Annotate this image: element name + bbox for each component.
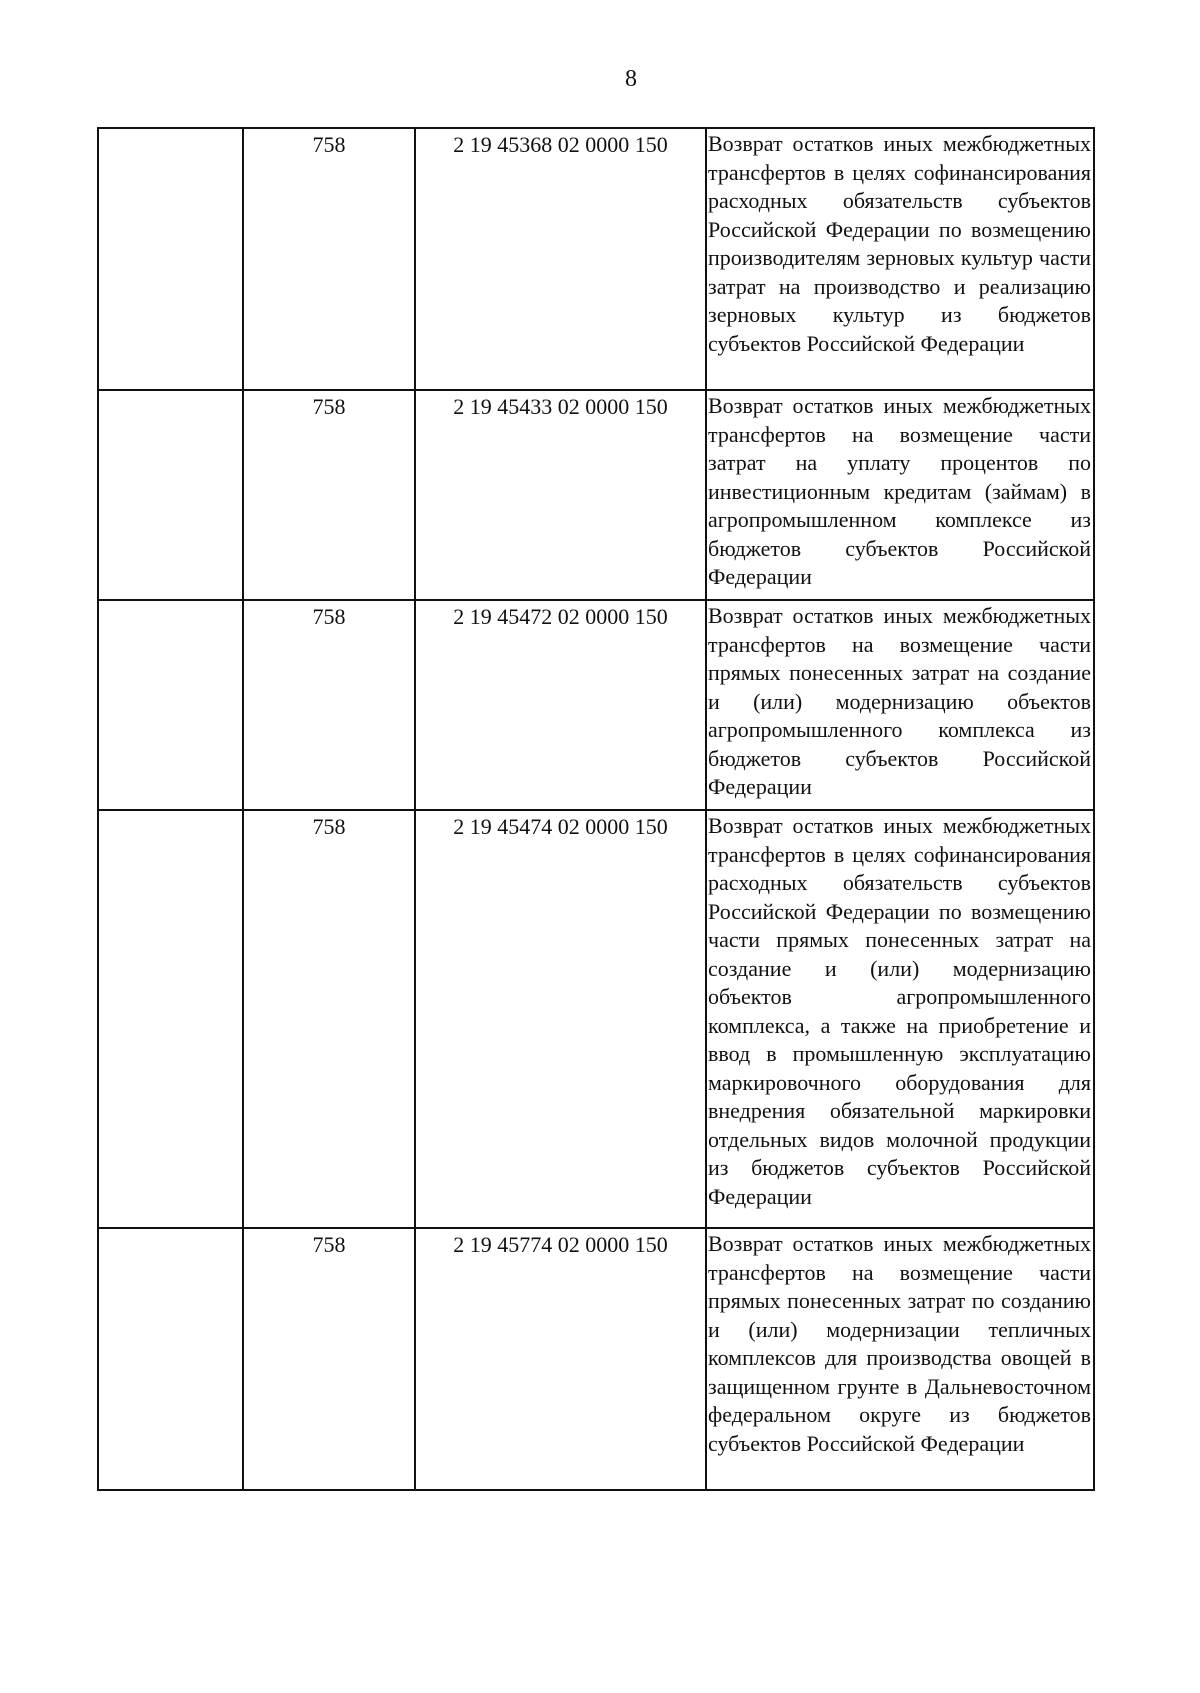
- table-row: [98, 390, 1094, 600]
- description-cell: Возврат остатков иных межбюджетных трансфертов на возмещение части затрат на уплату процентов по инвестиционным кредитам (займам) в агропромышленном комплексе из бюджетов субъектов Российской Федерации: [706, 390, 1094, 600]
- description-cell: Возврат остатков иных межбюджетных трансфертов на возмещение части прямых понесенных затрат по созданию и (или) модернизации тепличных комплексов для производства овощей в защищенном грунте в Дальневосточном федеральном округе из бюджетов субъектов Российской Федерации: [706, 1228, 1094, 1490]
- budget-code-cell: 2 19 45368 02 0000 150: [415, 128, 706, 390]
- page-number: 8: [625, 66, 637, 92]
- budget-code-cell: 2 19 45433 02 0000 150: [415, 390, 706, 600]
- budget-codes-table: [97, 127, 1095, 1491]
- admin-code-cell: 758: [243, 810, 415, 1228]
- admin-code-cell: 758: [243, 128, 415, 390]
- table-row: [98, 810, 1094, 1228]
- empty-cell: [98, 1228, 243, 1490]
- budget-code-cell: 2 19 45774 02 0000 150: [415, 1228, 706, 1490]
- table-row: [98, 600, 1094, 810]
- empty-cell: [98, 128, 243, 390]
- table-row: [98, 1228, 1094, 1490]
- admin-code-cell: 758: [243, 390, 415, 600]
- admin-code-cell: 758: [243, 600, 415, 810]
- description-cell: Возврат остатков иных межбюджетных трансфертов в целях софинансирования расходных обязательств субъектов Российской Федерации по возмещению производителям зерновых культур части затрат на производство и реализацию зерновых культур из бюджетов субъектов Российской Федерации: [706, 128, 1094, 390]
- description-cell: Возврат остатков иных межбюджетных трансфертов в целях софинансирования расходных обязательств субъектов Российской Федерации по возмещению части прямых понесенных затрат на создание и (или) модернизацию объектов агропромышленного комплекса, а также на приобретение и ввод в промышленную эксплуатацию маркировочного оборудования для внедрения обязательной маркировки отдельных видов молочной продукции из бюджетов субъектов Российской Федерации: [706, 810, 1094, 1228]
- table-row: [98, 128, 1094, 390]
- description-cell: Возврат остатков иных межбюджетных трансфертов на возмещение части прямых понесенных затрат на создание и (или) модернизацию объектов агропромышленного комплекса из бюджетов субъектов Российской Федерации: [706, 600, 1094, 810]
- empty-cell: [98, 600, 243, 810]
- budget-code-cell: 2 19 45474 02 0000 150: [415, 810, 706, 1228]
- empty-cell: [98, 390, 243, 600]
- empty-cell: [98, 810, 243, 1228]
- admin-code-cell: 758: [243, 1228, 415, 1490]
- budget-code-cell: 2 19 45472 02 0000 150: [415, 600, 706, 810]
